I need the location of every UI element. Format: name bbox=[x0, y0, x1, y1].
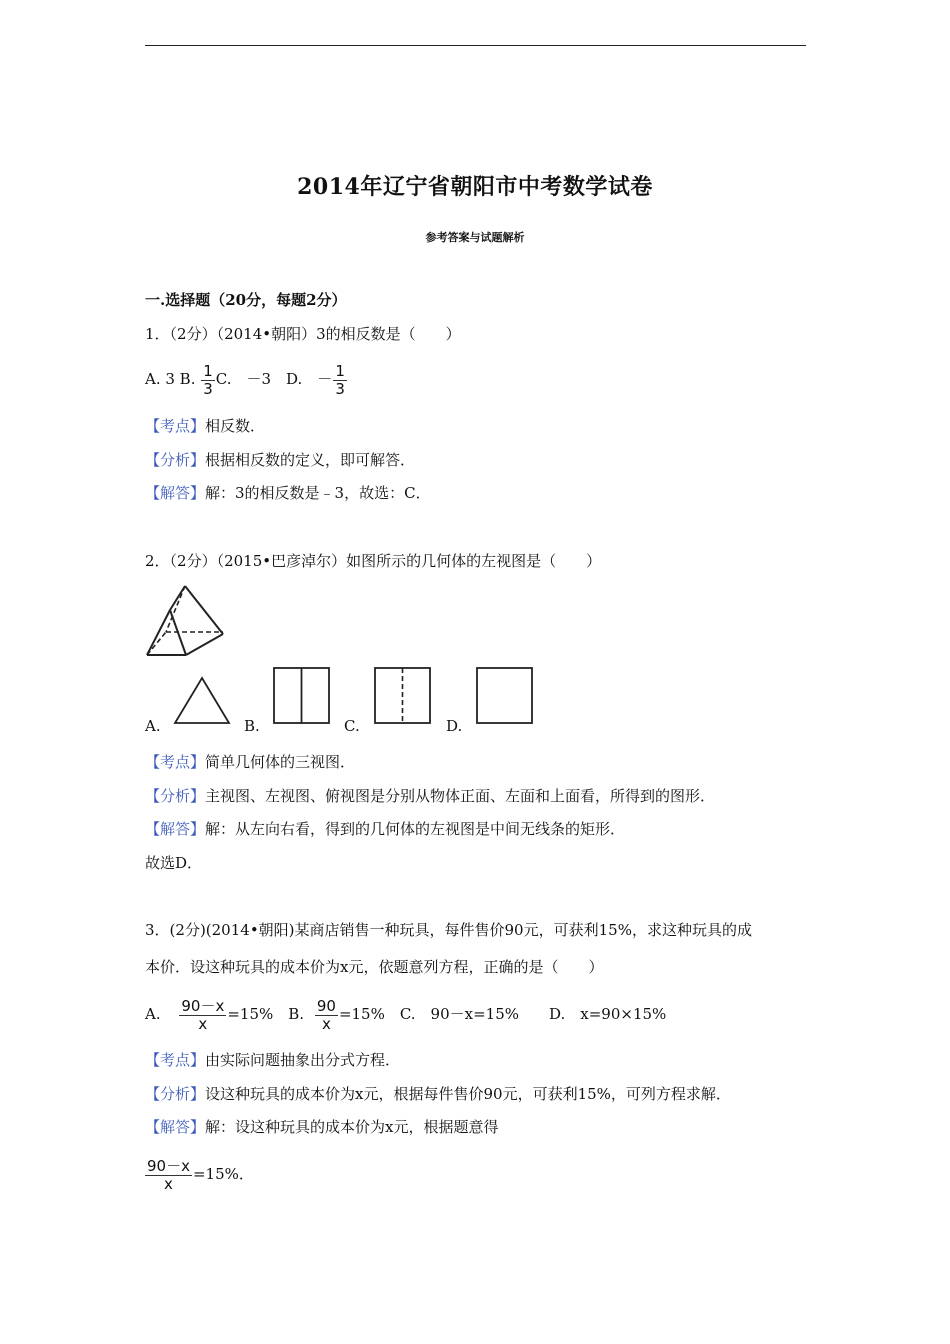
fraction-denominator: 3 bbox=[335, 379, 345, 398]
jieda-tag: 【解答】 bbox=[145, 1118, 206, 1136]
jieda-tag: 【解答】 bbox=[145, 820, 206, 838]
fraction-numerator: 90－x bbox=[181, 996, 225, 1015]
q3-stem-line2: 本价．设这种玩具的成本价为x元，依题意列方程，正确的是（ ） bbox=[145, 958, 604, 976]
prism-figure bbox=[144, 582, 228, 660]
q2-fenxi bbox=[145, 786, 715, 806]
q3-equation-fraction bbox=[145, 1158, 192, 1193]
fenxi-tag: 【分析】 bbox=[145, 451, 206, 469]
q3-stem-line1: 3．(2分)(2014•朝阳)某商店销售一种玩具，每件售价90元，可获利15%，求这种玩具的成 bbox=[145, 921, 752, 939]
q1-options bbox=[145, 361, 348, 398]
q3-option-a-label: A. bbox=[145, 1005, 161, 1023]
q2-conclusion: 故选D． bbox=[145, 854, 203, 872]
kaodian-text: 简单几何体的三视图． bbox=[205, 753, 356, 771]
option-b-rect-solid-line bbox=[272, 666, 332, 726]
jieda-text: 解：从左向右看，得到的几何体的左视图是中间无线条的矩形． bbox=[205, 820, 626, 838]
fraction-denominator: x bbox=[321, 1014, 331, 1033]
q1-fenxi bbox=[145, 450, 415, 470]
q2-option-b-label: B. bbox=[244, 717, 260, 735]
q2-stem: 2．（2分）（2015•巴彦淖尔）如图所示的几何体的左视图是（ ） bbox=[145, 552, 602, 570]
fraction-denominator: x bbox=[198, 1014, 208, 1033]
q2-jieda bbox=[145, 819, 625, 839]
page-subtitle: 参考答案与试题解析 bbox=[425, 231, 525, 244]
q2-option-d-label: D. bbox=[446, 717, 463, 735]
q2-option-a-label: A. bbox=[145, 717, 161, 735]
page-title: 2014年辽宁省朝阳市中考数学试卷 bbox=[297, 174, 653, 200]
q3-fenxi bbox=[145, 1084, 731, 1104]
q3-equation-tail: =15%． bbox=[192, 1165, 254, 1183]
fraction-numerator: 1 bbox=[335, 361, 345, 380]
q2-option-c-label: C. bbox=[344, 717, 360, 735]
q2-kaodian bbox=[145, 752, 355, 772]
q3-fraction-a bbox=[179, 998, 226, 1033]
option-d-rect bbox=[475, 666, 535, 726]
jieda-text: 解：3的相反数是﹣3，故选：C． bbox=[205, 484, 431, 502]
fraction-numerator: 90 bbox=[316, 996, 336, 1015]
kaodian-tag: 【考点】 bbox=[145, 417, 206, 435]
jieda-text: 解：设这种玩具的成本价为x元，根据题意得 bbox=[205, 1118, 499, 1136]
fraction-numerator: 90－x bbox=[147, 1156, 190, 1175]
option-c-rect-dashed-line bbox=[373, 666, 433, 726]
q1-kaodian bbox=[145, 416, 265, 436]
q1-option-a: A. 3 B. bbox=[145, 370, 201, 388]
kaodian-text: 由实际问题抽象出分式方程． bbox=[205, 1051, 401, 1069]
kaodian-text: 相反数． bbox=[205, 417, 266, 435]
header-rule bbox=[145, 45, 806, 46]
fenxi-text: 设这种玩具的成本价为x元，根据每件售价90元，可获利15%，可列方程求解． bbox=[205, 1085, 731, 1103]
fraction-numerator: 1 bbox=[203, 361, 213, 380]
q3-equation bbox=[145, 1155, 254, 1193]
q1-fraction-d bbox=[333, 363, 347, 398]
option-a-triangle bbox=[172, 676, 232, 726]
q3-option-b-tail: =15% C. 90－x=15% D. x=90×15% bbox=[338, 1005, 667, 1023]
jieda-tag: 【解答】 bbox=[145, 484, 206, 502]
section-heading: 一.选择题（20分，每题2分） bbox=[145, 291, 347, 309]
kaodian-tag: 【考点】 bbox=[145, 1051, 206, 1069]
fenxi-tag: 【分析】 bbox=[145, 787, 206, 805]
fraction-denominator: 3 bbox=[203, 379, 213, 398]
fenxi-text: 根据相反数的定义，即可解答． bbox=[205, 451, 416, 469]
kaodian-tag: 【考点】 bbox=[145, 753, 206, 771]
q1-option-c-d: C. －3 D. － bbox=[215, 370, 333, 388]
q3-kaodian bbox=[145, 1050, 400, 1070]
fenxi-text: 主视图、左视图、俯视图是分别从物体正面、左面和上面看，所得到的图形． bbox=[205, 787, 716, 805]
fenxi-tag: 【分析】 bbox=[145, 1085, 206, 1103]
q3-options bbox=[145, 995, 666, 1033]
fraction-denominator: x bbox=[164, 1174, 173, 1193]
q3-option-a-tail: =15% B. bbox=[227, 1005, 305, 1023]
q1-fraction-b bbox=[201, 363, 215, 398]
q1-jieda bbox=[145, 483, 431, 503]
q1-stem: 1．（2分）（2014•朝阳）3的相反数是（ ） bbox=[145, 325, 461, 343]
q3-fraction-b bbox=[315, 998, 338, 1033]
q3-jieda bbox=[145, 1117, 498, 1137]
